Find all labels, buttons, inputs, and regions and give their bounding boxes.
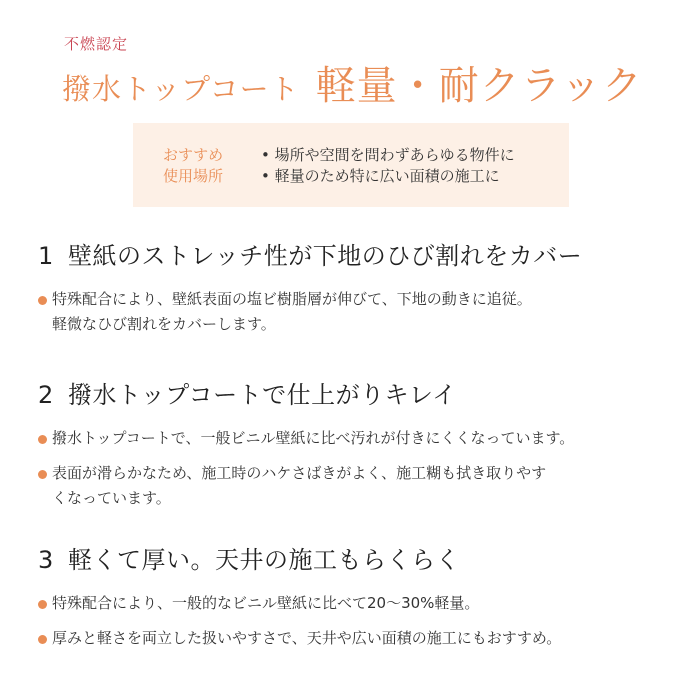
bullet-text-line: 特殊配合により、壁紙表面の塩ビ樹脂層が伸びて、下地の動きに追従。 [52, 290, 532, 308]
bullet-text-line: 厚みと軽さを両立した扱いやすさで、天井や広い面積の施工にもおすすめ。 [52, 629, 562, 647]
bullet-text-line: 特殊配合により、一般的なビニル壁紙に比べて20〜30%軽量。 [52, 594, 480, 612]
feature-number: 2 [38, 381, 54, 409]
recommended-use-label [163, 145, 223, 187]
feature-number: 3 [38, 546, 54, 574]
bullet-dot-icon [38, 635, 47, 644]
feature-bullet [38, 461, 678, 511]
product-title [62, 54, 643, 111]
feature-section-3 [38, 540, 678, 651]
feature-bullet [38, 626, 678, 651]
bullet-text-line: くなっています。 [52, 489, 171, 507]
recommended-use-item: • 軽量のため特に広い面積の施工に [261, 167, 500, 185]
product-title-features: 軽量・耐クラック [315, 63, 643, 109]
feature-heading [38, 375, 678, 410]
feature-number: 1 [38, 242, 54, 270]
recommended-use-item: • 場所や空間を問わずあらゆる物件に [261, 146, 515, 164]
feature-bullet [38, 426, 678, 451]
feature-heading-text: 撥水トップコートで仕上がりキレイ [68, 381, 457, 409]
bullet-dot-icon [38, 600, 47, 609]
recommended-use-box [133, 123, 569, 207]
feature-bullet [38, 287, 678, 337]
bullet-text-line: 軽微なひび割れをカバーします。 [52, 315, 276, 333]
feature-heading [38, 540, 678, 575]
feature-section-1 [38, 236, 678, 337]
bullet-text-line: 表面が滑らかなため、施工時のハケさばきがよく、施工糊も拭き取りやす [52, 464, 547, 482]
feature-section-2 [38, 375, 678, 511]
bullet-text-line: 撥水トップコートで、一般ビニル壁紙に比べ汚れが付きにくくなっています。 [52, 429, 575, 447]
bullet-dot-icon [38, 470, 47, 479]
feature-heading-text: 軽くて厚い。天井の施工もらくらく [68, 546, 460, 574]
recommended-use-label-line2: 使用場所 [163, 167, 224, 185]
bullet-dot-icon [38, 296, 47, 305]
product-title-main: 撥水トップコート [62, 72, 300, 106]
feature-heading-text: 壁紙のストレッチ性が下地のひび割れをカバー [68, 242, 583, 270]
feature-bullet [38, 591, 678, 616]
feature-heading [38, 236, 678, 271]
bullet-dot-icon [38, 435, 47, 444]
recommended-use-list [261, 145, 515, 187]
certification-label: 不燃認定 [64, 35, 129, 53]
recommended-use-label-line1: おすすめ [163, 146, 224, 164]
